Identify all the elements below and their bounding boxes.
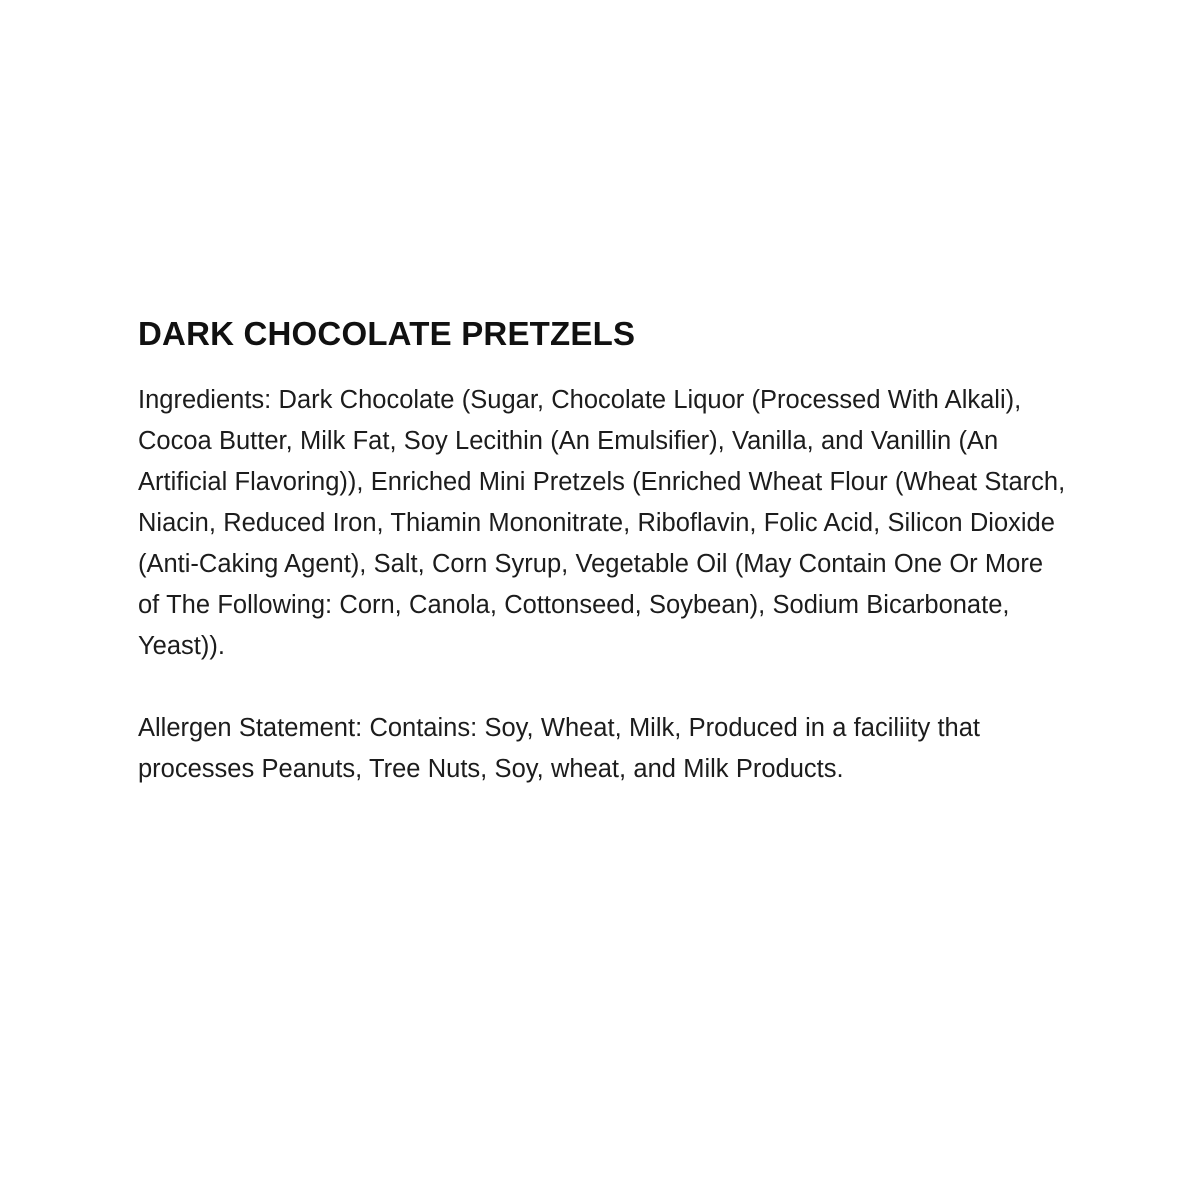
ingredients-paragraph: Ingredients: Dark Chocolate (Sugar, Chocolate Liquor (Processed With Alkali), Cocoa Butter, Milk Fat, Soy Lecithin (An Emulsifier), Vanilla, and Vanillin (An Artificial Flavoring)), Enriched Mini Pretzels (Enriched Wheat Flour (Wheat Starch, Niacin, Reduced Iron, Thiamin Mononitrate, Riboflavin, Folic Acid, Silicon Dioxide (Anti-Caking Agent), Salt, Corn Syrup, Vegetable Oil (May Contain One Or More of The Following: Corn, Canola, Cottonseed, Soybean), Sodium Bicarbonate, Yeast)). [138, 385, 1066, 660]
page-title: DARK CHOCOLATE PRETZELS [138, 315, 636, 352]
allergen-statement-paragraph: Allergen Statement: Contains: Soy, Wheat, Milk, Produced in a faciliity that processes Peanuts, Tree Nuts, Soy, wheat, and Milk Products. [138, 713, 981, 783]
label-content [138, 314, 1066, 790]
